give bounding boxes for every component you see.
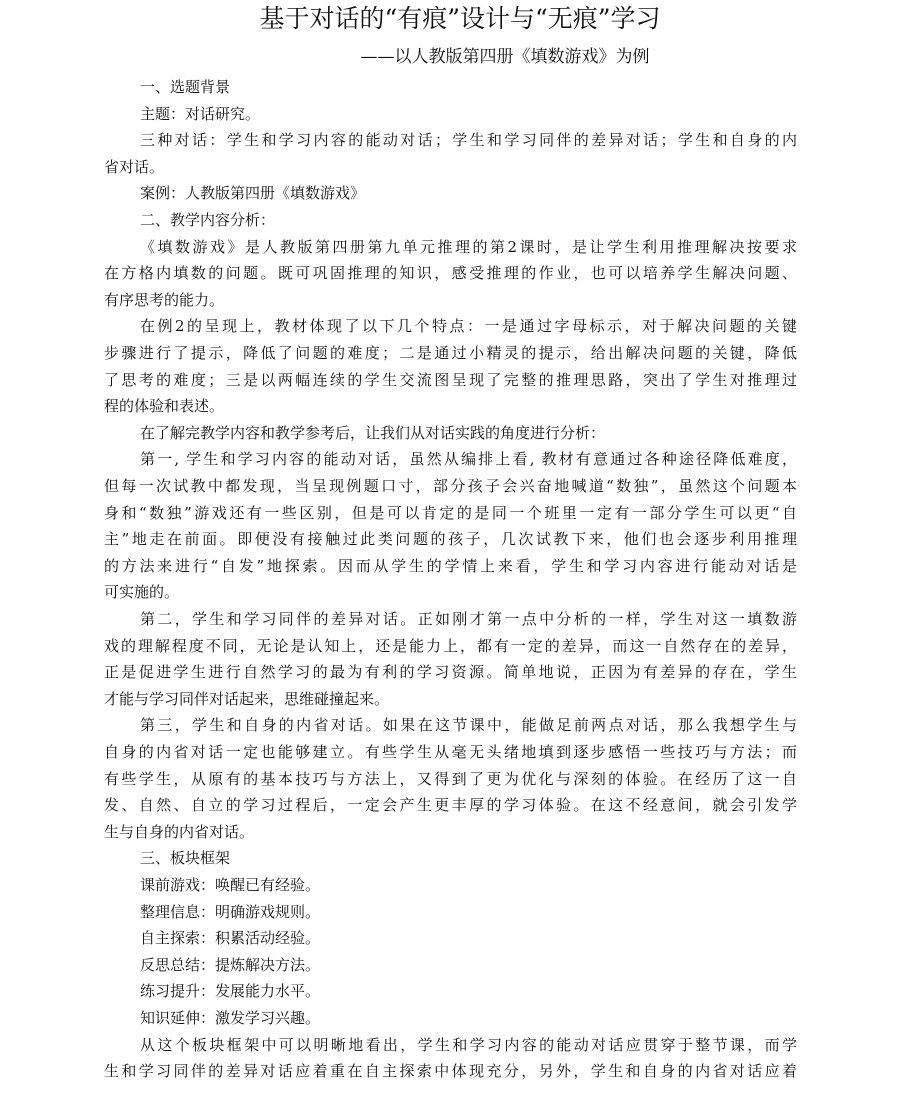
text-line: 在了解完教学内容和教学参考后，让我们从对话实践的角度进行分析：: [140, 423, 606, 442]
text-line: 生和学习同伴的差异对话应着重在自主探索中体现充分，另外，学生和自身的内省对话应着: [104, 1062, 797, 1081]
text-line: 才能与学习同伴对话起来，思维碰撞起来。: [104, 689, 390, 708]
text-line: 二、教学内容分析：: [140, 211, 276, 229]
text-line: 第一, 学生和学习内容的能动对话，虽然从编排上看, 教材有意通过各种途径降低难度，: [140, 450, 797, 469]
text-line: 有些学生，从原有的基本技巧与方法上，又得到了更为优化与深刻的体验。在经历了这一自: [104, 769, 797, 788]
text-line: 自主探索：积累活动经验。: [140, 929, 321, 948]
text-line: 正是促进学生进行自然学习的最为有利的学习资源。简单地说，正因为有差异的存在，学生: [104, 663, 797, 682]
text-line: 反思总结：提炼解决方法。: [140, 955, 321, 974]
text-line: 可实施的。: [104, 583, 180, 602]
text-line: 身和“数独”游戏还有一些区别，但是可以肯定的是同一个班里一定有一部分学生可以更“自: [104, 503, 797, 522]
text-line: 有序思考的能力。: [104, 290, 225, 309]
text-line: 程的体验和表述。: [104, 397, 225, 416]
text-line: 一、选题背景: [140, 78, 231, 96]
document-title: 基于对话的“有痕”设计与“无痕”学习: [259, 4, 661, 33]
text-line: 三、板块框架: [140, 849, 231, 868]
text-line: 主题：对话研究。: [140, 104, 261, 123]
text-line: 在例2的呈现上，教材体现了以下几个特点：一是通过字母标示，对于解决问题的关键: [140, 317, 797, 336]
text-line: 从这个板块框架中可以明晰地看出，学生和学习内容的能动对话应贯穿于整节课，而学: [140, 1035, 797, 1054]
text-line: 三种对话：学生和学习内容的能动对话；学生和学习同伴的差异对话；学生和自身的内: [140, 131, 797, 150]
text-line: 步骤进行了提示，降低了问题的难度；二是通过小精灵的提示，给出解决问题的关键，降低: [104, 344, 797, 362]
text-line: 省对话。: [104, 157, 165, 176]
text-line: 生与自身的内省对话。: [104, 822, 255, 841]
text-line: 知识延伸：激发学习兴趣。: [140, 1009, 321, 1027]
text-line: 自身的内省对话一定也能够建立。有些学生从毫无头绪地填到逐步感悟一些技巧与方法；而: [104, 743, 797, 761]
text-line: 第三，学生和自身的内省对话。如果在这节课中，能做足前两点对话，那么我想学生与: [140, 716, 797, 735]
text-line: 的方法来进行“自发”地探索。因而从学生的学情上来看，学生和学习内容进行能动对话是: [104, 556, 797, 575]
text-line: 整理信息：明确游戏规则。: [140, 902, 321, 921]
text-line: 发、自然、自立的学习过程后，一定会产生更丰厚的学习体验。在这不经意间，就会引发学: [104, 796, 797, 815]
text-line: 主”地走在前面。即便没有接触过此类问题的孩子，几次试教下来，他们也会逐步利用推理: [104, 530, 797, 549]
text-line: 练习提升：发展能力水平。: [140, 982, 321, 1001]
document-subtitle: ——以人教版第四册《填数游戏》为例: [360, 47, 650, 67]
text-line: 了思考的难度；三是以两幅连续的学生交流图呈现了完整的推理思路，突出了学生对推理过: [104, 370, 797, 389]
text-line: 课前游戏：唤醒已有经验。: [140, 876, 321, 894]
text-line: 在方格内填数的问题。既可巩固推理的知识，感受推理的作业，也可以培养学生解决问题、: [104, 264, 797, 283]
text-line: 案例：人教版第四册《填数游戏》: [140, 184, 366, 203]
text-line: 第二，学生和学习同伴的差异对话。正如刚才第一点中分析的一样，学生对这一填数游: [140, 610, 797, 628]
text-line: 但每一次试教中都发现，当呈现例题口寸，部分孩子会兴奋地喊道“数独”，虽然这个问题本: [104, 477, 797, 495]
text-line: 《填数游戏》是人教版第四册第九单元推理的第2课时，是让学生利用推理解决按要求: [140, 237, 797, 256]
text-line: 戏的理解程度不同，无论是认知上，还是能力上，都有一定的差异，而这一自然存在的差异，: [104, 636, 797, 655]
